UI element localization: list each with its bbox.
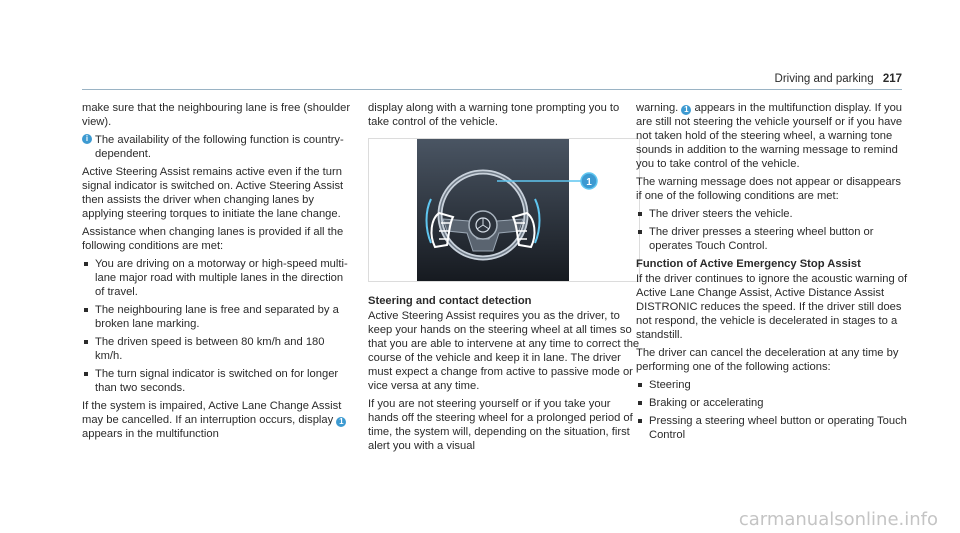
column-1 xyxy=(82,101,354,445)
text-span: warning. xyxy=(636,102,679,114)
steering-wheel-figure xyxy=(368,138,640,282)
paragraph: The warning message does not appear or disappears if one of the following conditions are met: xyxy=(636,176,901,202)
list-item: The driver steers the vehicle. xyxy=(636,207,908,221)
paragraph xyxy=(636,101,908,171)
section-heading: Steering and contact detection xyxy=(368,295,532,307)
paragraph: If the driver continues to ignore the acoustic warning of Active Lane Change Assist, Active Distance Assist DISTRONIC reduces the speed. If the driver still does not respond, the vehicle is decelerated in stages to a standstill. xyxy=(636,273,908,341)
paragraph: Active Steering Assist requires you as the driver, to keep your hands on the steering wheel at all times so that you are able to intervene at any time to correct the course of the vehicle and keep it in lane. The driver must expect a change from active to passive mode or vice versa at any time. xyxy=(368,310,640,392)
list-item: The driven speed is between 80 km/h and 180 km/h. xyxy=(82,335,354,363)
paragraph: Assistance when changing lanes is provided if all the following conditions are met: xyxy=(82,226,344,252)
conditions-list xyxy=(636,207,908,253)
list-item: You are driving on a motorway or high-speed multi-lane major road with multiple lanes in the direction of travel. xyxy=(82,257,354,299)
page-number: 217 xyxy=(882,73,902,85)
column-2 xyxy=(368,101,640,457)
paragraph: Active Steering Assist remains active even if the turn signal indicator is switched on. Active Steering Assist then assists the driver when changing lanes by applying steering torques to initiate the lane change. xyxy=(82,166,344,220)
paragraph: display along with a warning tone prompting you to take control of the vehicle. xyxy=(368,102,620,128)
list-item: Steering xyxy=(636,378,908,392)
text-span: appears in the multifunction xyxy=(82,428,219,440)
paragraph: make sure that the neighbouring lane is free (shoulder view). xyxy=(82,102,351,128)
conditions-list xyxy=(82,257,354,395)
list-item: Braking or accelerating xyxy=(636,396,908,410)
info-icon: i xyxy=(82,134,92,144)
header-rule xyxy=(82,89,902,90)
text-span: If the system is impaired, Active Lane Change Assist may be cancelled. If an interruption occurs, display xyxy=(82,400,342,426)
column-3 xyxy=(636,101,908,446)
info-text: The availability of the following function is country-dependent. xyxy=(95,134,344,160)
text-span: appears in the multifunction display. If you are still not steering the vehicle yourself or if you have not taken hold of the steering wheel, a warning tone sounds in addition to the warning message to remind you to take control of the vehicle. xyxy=(636,102,903,170)
list-item: The turn signal indicator is switched on for longer than two seconds. xyxy=(82,367,354,395)
steering-wheel-illustration xyxy=(369,139,639,281)
paragraph: If you are not steering yourself or if you take your hands off the steering wheel for a prolonged period of time, the system will, depending on the situation, first alert you with a visual xyxy=(368,398,633,452)
section-heading: Function of Active Emergency Stop Assist xyxy=(636,258,861,270)
info-note xyxy=(82,133,354,161)
paragraph: The driver can cancel the deceleration at any time by performing one of the following actions: xyxy=(636,347,899,373)
display-marker-icon: 1 xyxy=(336,417,346,427)
section-title: Driving and parking xyxy=(774,73,874,85)
watermark: carmanualsonline.info xyxy=(738,509,938,530)
list-item: Pressing a steering wheel button or operating Touch Control xyxy=(636,414,908,442)
actions-list xyxy=(636,378,908,442)
paragraph xyxy=(82,399,354,441)
callout-marker: 1 xyxy=(586,177,592,188)
display-marker-icon: 1 xyxy=(681,105,691,115)
list-item: The neighbouring lane is free and separated by a broken lane marking. xyxy=(82,303,354,331)
page-header xyxy=(775,72,902,86)
list-item: The driver presses a steering wheel button or operates Touch Control. xyxy=(636,225,908,253)
